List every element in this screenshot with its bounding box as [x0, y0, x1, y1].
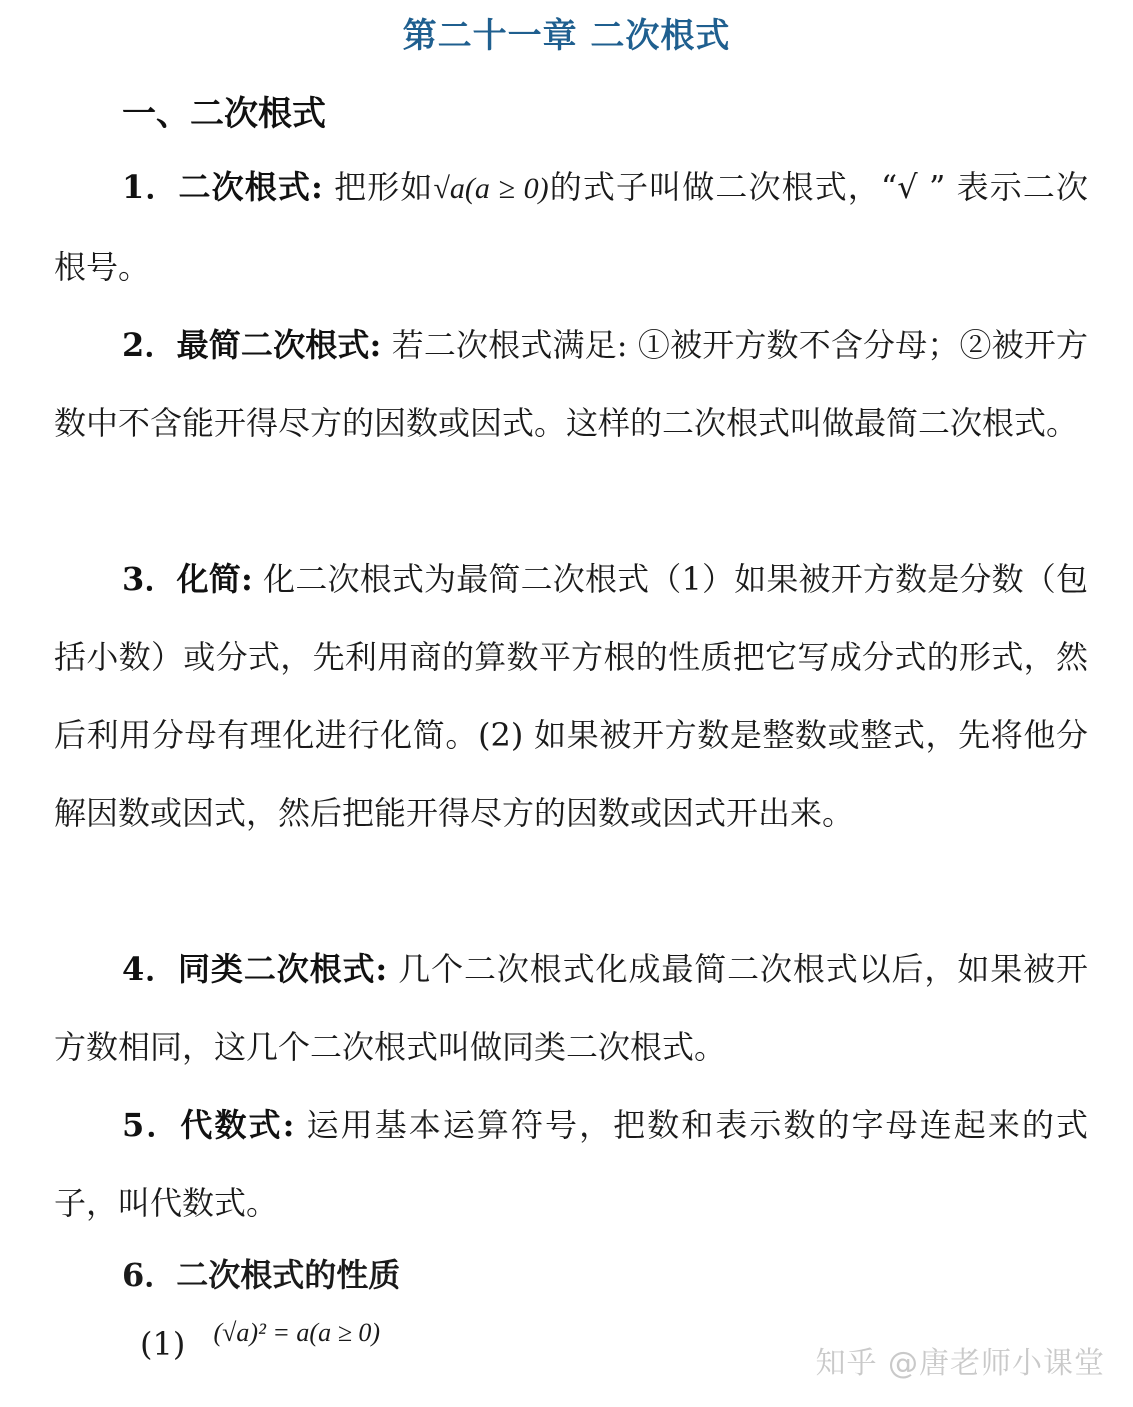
item-number: 3．: [122, 560, 177, 598]
definition-item-5: [54, 1086, 1088, 1242]
item-text: 运用基本运算符号，把数和表示数的字母连起来的式子，叫代数式。: [54, 1106, 1088, 1222]
item-colon: :: [369, 326, 382, 364]
item-number: 4．: [122, 950, 179, 988]
property-heading: 6．二次根式的性质: [122, 1256, 401, 1294]
chapter-title: 第二十一章 二次根式: [402, 16, 731, 56]
item-term: 化简: [176, 560, 241, 598]
definition-item-1: [54, 148, 1088, 306]
sqrt-formula: √a(a ≥ 0): [433, 172, 549, 205]
item-colon: :: [240, 560, 253, 598]
item-term: 二次根式: [178, 168, 311, 206]
item-number: 1．: [122, 168, 179, 206]
item-text: 把形如: [334, 168, 434, 206]
property-1: [140, 1318, 381, 1363]
item-term: 同类二次根式: [178, 950, 376, 988]
item-text: 的式子叫做二次根式，“√ ” 表示二次根号。: [54, 168, 1088, 286]
item-text: 化二次根式为最简二次根式（1）如果被开方数是分数（包括小数）或分式，先利用商的算数平方根的性质把它写成分式的形式，然后利用分母有理化进行化简。(2) 如果被开方数是整数或整式，先将他分解因数或因式，然后把能开得尽方的因数或因式开出来。: [54, 560, 1088, 832]
item-colon: :: [375, 950, 388, 988]
item-number: 5．: [122, 1106, 181, 1144]
section-heading: 一、二次根式: [122, 94, 326, 134]
item-number: 2．: [122, 326, 177, 364]
definition-item-2: [54, 306, 1088, 462]
item-term: 最简二次根式: [176, 326, 370, 364]
item-text: 若二次根式满足: ①被开方数不含分母；②被开方数中不含能开得尽方的因数或因式。这样的二次根式叫做最简二次根式。: [54, 326, 1088, 442]
item-colon: :: [311, 168, 323, 206]
definition-item-4: [54, 930, 1088, 1086]
property-1-label: (1): [140, 1325, 186, 1363]
property-1-formula: (√a)² = a(a ≥ 0): [213, 1318, 381, 1347]
item-colon: :: [282, 1106, 295, 1144]
item-term: 代数式: [180, 1106, 283, 1144]
definition-item-3: [54, 540, 1088, 852]
item-text: 几个二次根式化成最简二次根式以后，如果被开方数相同，这几个二次根式叫做同类二次根式。: [54, 950, 1088, 1066]
watermark: 知乎 @唐老师小课堂: [815, 1346, 1105, 1381]
